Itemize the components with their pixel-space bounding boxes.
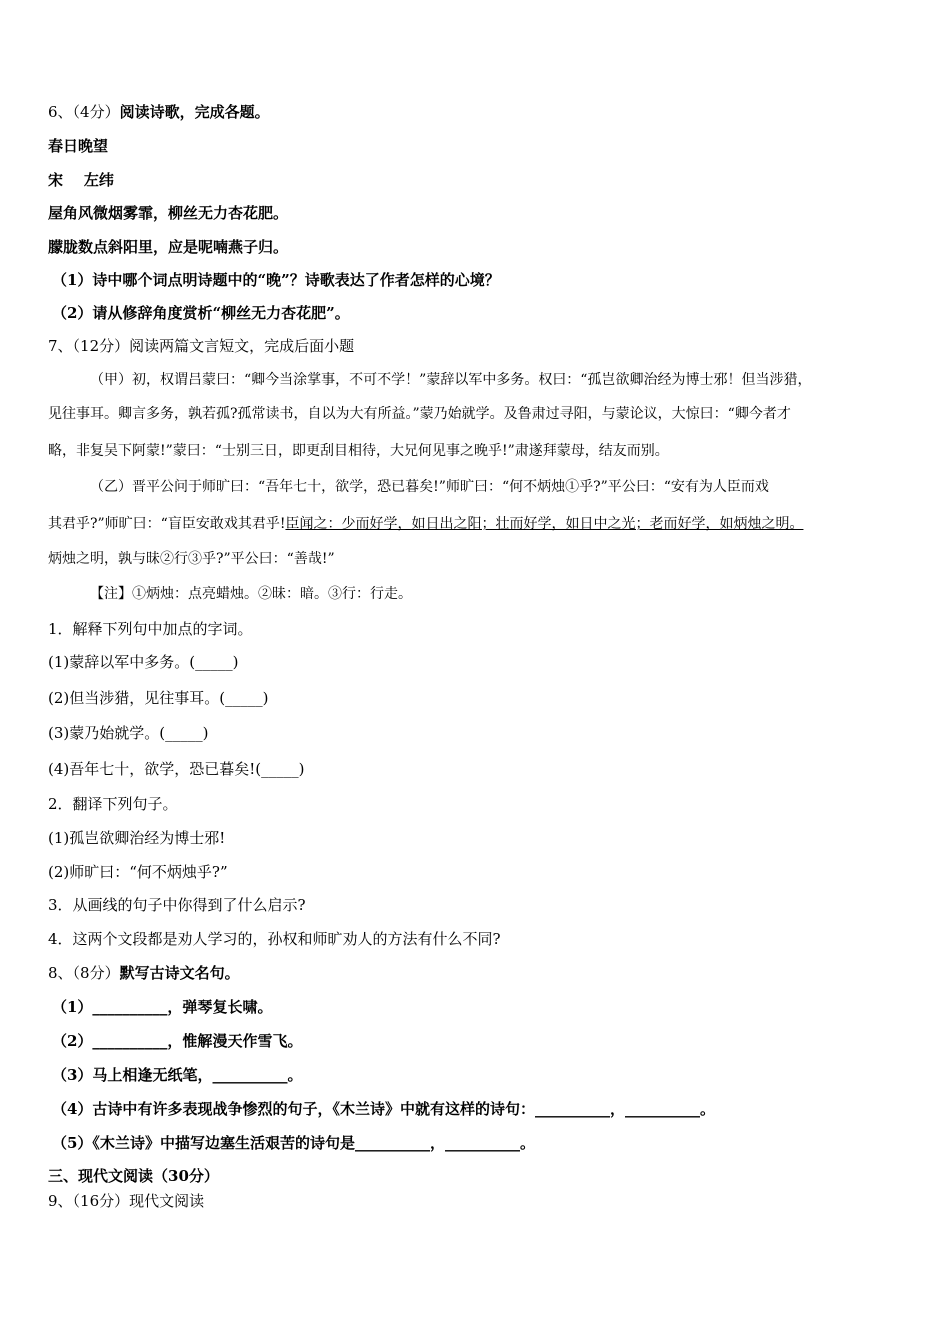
q7-sub-1: 1．解释下列句中加点的字词。	[48, 620, 253, 638]
q7-sub-1-b: (2)但当涉猎，见往事耳。(_____)	[48, 689, 269, 707]
passage-yi-line-1: （乙）晋平公问于师旷曰：“吾年七十，欲学，恐已暮矣!”师旷曰：“何不炳烛①乎?”平公曰：“安有为人臣而戏	[90, 479, 769, 495]
q7-sub-2-b: (2)师旷曰：“何不炳烛乎?”	[48, 863, 228, 881]
q7-sub-1-a: (1)蒙辞以军中多务。(_____)	[48, 653, 239, 671]
passage-yi-line-3: 炳烛之明，孰与昧②行③乎?”平公曰：“善哉!”	[48, 551, 335, 567]
q7-sub-1-d: (4)吾年七十，欲学，恐已暮矣!(_____)	[48, 760, 305, 778]
passage-jia-line-1: （甲）初，权谓吕蒙曰：“卿今当涂掌事，不可不学！”蒙辞以军中多务。权曰：“孤岂欲卿治经为博士邪！但当涉猎，	[90, 372, 812, 388]
poem-line-2: 朦胧数点斜阳里，应是呢喃燕子归。	[48, 238, 289, 256]
q7-sub-2-a: (1)孤岂欲卿治经为博士邪!	[48, 829, 226, 847]
q8-item-1: （1）__________，弹琴复长啸。	[52, 998, 273, 1016]
q7-sub-1-c: (3)蒙乃始就学。(_____)	[48, 724, 209, 742]
q7-sub-2: 2．翻译下列句子。	[48, 795, 178, 813]
q6-subquestion-2: （2）请从修辞角度赏析“柳丝无力杏花肥”。	[52, 304, 350, 322]
q7-sub-4: 4．这两个文段都是劝人学习的，孙权和师旷劝人的方法有什么不同?	[48, 930, 501, 948]
poem-author: 宋 左纬	[48, 171, 114, 189]
q8-heading: 8、（8分）默写古诗文名句。	[48, 964, 240, 982]
poem-line-1: 屋角风微烟雾霏，柳丝无力杏花肥。	[48, 204, 289, 222]
q8-item-4: （4）古诗中有许多表现战争惨烈的句子，《木兰诗》中就有这样的诗句：__________，__________。	[52, 1100, 715, 1118]
q7-sub-3: 3．从画线的句子中你得到了什么启示?	[48, 896, 306, 914]
q8-item-5: （5）《木兰诗》中描写边塞生活艰苦的诗句是__________，__________。	[52, 1134, 535, 1152]
underlined-sentence: 臣闻之：少而好学，如日出之阳；壮而好学，如日中之光；老而好学，如炳烛之明。	[285, 516, 804, 532]
q8-item-3: （3）马上相逢无纸笔，__________。	[52, 1066, 303, 1084]
q6-subquestion-1: （1）诗中哪个词点明诗题中的“晚”？诗歌表达了作者怎样的心境？	[52, 271, 500, 289]
q6-heading: 6、（4分）阅读诗歌，完成各题。	[48, 103, 270, 121]
section-heading-modern-reading: 三、现代文阅读（30分）	[48, 1167, 219, 1185]
q7-heading: 7、（12分）阅读两篇文言短文，完成后面小题	[48, 337, 355, 355]
annotation-note: 【注】①炳烛：点亮蜡烛。②昧：暗。③行：行走。	[90, 586, 412, 602]
question-9-heading: 9、（16分）现代文阅读	[48, 1192, 205, 1210]
q8-item-2: （2）__________，惟解漫天作雪飞。	[52, 1032, 303, 1050]
passage-jia-line-3: 略，非复吴下阿蒙!”蒙曰：“士别三日，即更刮目相待，大兄何见事之晚乎!”肃遂拜蒙母，结友而别。	[48, 443, 669, 459]
poem-title: 春日晚望	[48, 137, 109, 155]
passage-jia-line-2: 见往事耳。卿言多务，孰若孤?孤常读书，自以为大有所益。”蒙乃始就学。及鲁肃过寻阳，与蒙论议，大惊曰：“卿今者才	[48, 406, 791, 422]
passage-yi-line-2: 其君乎?”师旷曰：“盲臣安敢戏其君乎!臣闻之：少而好学，如日出之阳；壮而好学，如日中之光；老而好学，如炳烛之明。	[48, 516, 804, 532]
